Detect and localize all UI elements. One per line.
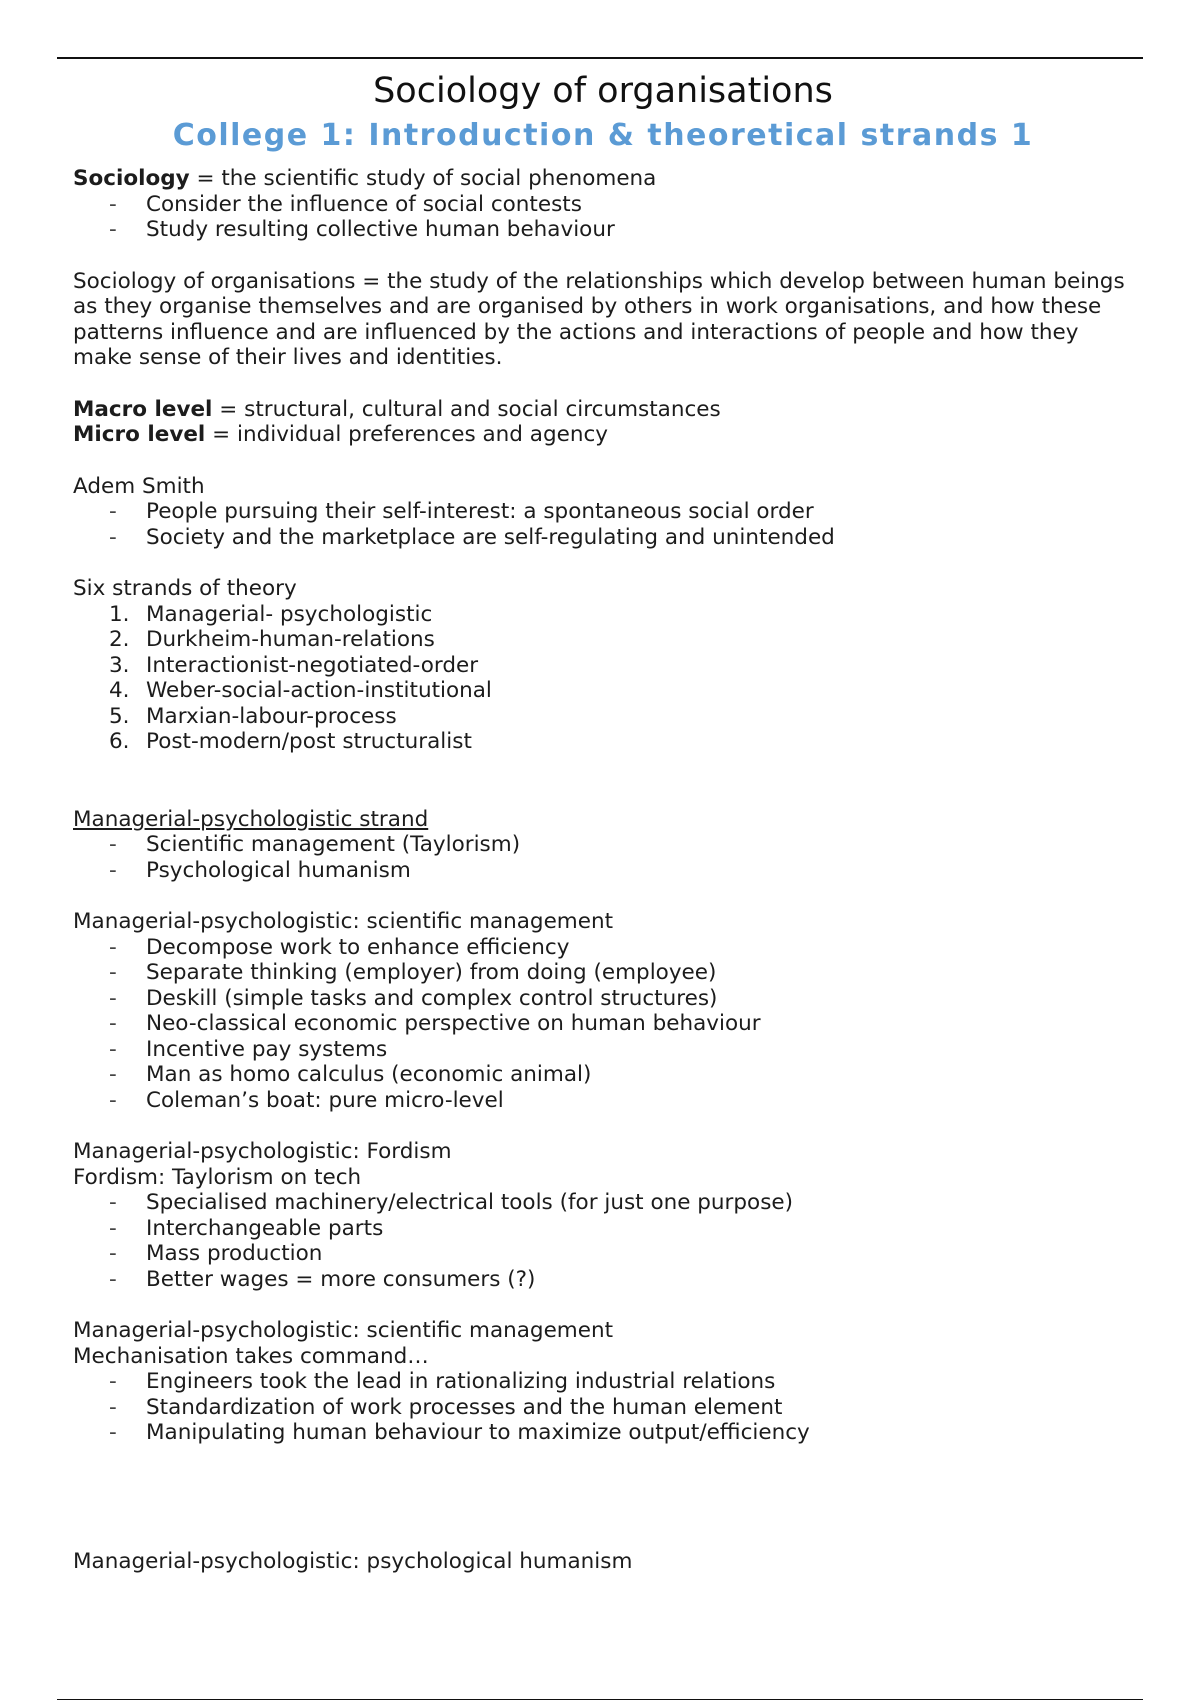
list-item	[73, 1037, 1133, 1063]
document-body	[73, 68, 1133, 1574]
mp-mechanisation-bullet-list	[73, 1369, 1133, 1446]
list-item	[73, 1011, 1133, 1037]
bullet-marker: -	[109, 960, 117, 985]
sociology-of-organisations-paragraph: Sociology of organisations = the study of the relationships which develop between human beings as they organise themselves and are organised by others in work organisations, and how these patterns influence and are influenced by the actions and interactions of people and how they make sense of their lives and identities.	[73, 268, 1125, 370]
number-marker: 6.	[109, 729, 130, 754]
spacer	[73, 550, 1133, 576]
bullet-marker: -	[109, 1062, 117, 1087]
number-marker: 2.	[109, 627, 130, 652]
bullet-marker: -	[109, 1266, 117, 1292]
list-item	[73, 602, 1133, 628]
number-marker: 1.	[109, 601, 130, 627]
number-marker: 5.	[109, 703, 130, 729]
mp-mechanisation-heading: Managerial-psychologistic: scientific management	[73, 1318, 614, 1343]
mp-mechanisation-subheading: Mechanisation takes command…	[73, 1343, 429, 1369]
bullet-marker: -	[109, 1369, 117, 1394]
list-item	[73, 627, 1133, 653]
spacer	[73, 1292, 1133, 1318]
mp-fordism-bullet-list	[73, 1190, 1133, 1292]
mp-fordism-heading: Managerial-psychologistic: Fordism	[73, 1139, 452, 1164]
mp-humanism-heading: Managerial-psychologistic: psychological humanism	[73, 1548, 633, 1574]
list-item-text: Interchangeable parts	[146, 1215, 384, 1241]
macro-definition: = structural, cultural and social circumstances	[212, 396, 721, 422]
list-item-text: Man as homo calculus (economic animal)	[146, 1062, 592, 1087]
list-item	[73, 858, 1133, 884]
list-item-text: Manipulating human behaviour to maximize output/efficiency	[146, 1420, 810, 1445]
list-item-text: Coleman’s boat: pure micro-level	[146, 1087, 504, 1113]
list-item-text: Marxian-labour-process	[146, 703, 397, 729]
adem-smith-heading: Adem Smith	[73, 473, 205, 499]
micro-definition: = individual preferences and agency	[205, 422, 609, 447]
list-item-text: Standardization of work processes and the human element	[146, 1394, 783, 1420]
spacer	[73, 1446, 1133, 1549]
page-title: Sociology of organisations	[373, 71, 833, 111]
list-item-text: Mass production	[146, 1241, 323, 1266]
mp-scientific-bullet-list	[73, 935, 1133, 1114]
list-item-text: Post-modern/post structuralist	[146, 729, 472, 754]
list-item-text: Scientific management (Taylorism)	[146, 832, 521, 857]
sociology-term: Sociology	[73, 166, 190, 191]
list-item-text: Durkheim-human-relations	[146, 627, 435, 652]
bullet-marker: -	[109, 1215, 117, 1241]
number-marker: 4.	[109, 678, 130, 703]
list-item-text: Psychological humanism	[146, 857, 411, 883]
list-item	[73, 1395, 1133, 1421]
list-item	[73, 1190, 1133, 1216]
spacer	[73, 243, 1133, 269]
list-item-text: Specialised machinery/electrical tools (for just one purpose)	[146, 1190, 794, 1215]
list-item	[73, 832, 1133, 858]
list-item-text: People pursuing their self-interest: a spontaneous social order	[146, 499, 814, 524]
bullet-marker: -	[109, 934, 117, 960]
micro-level-line	[73, 422, 1133, 448]
bullet-marker: -	[109, 217, 117, 242]
six-strands-heading: Six strands of theory	[73, 576, 297, 601]
spacer	[73, 371, 1133, 397]
bullet-marker: -	[109, 524, 117, 550]
list-item	[73, 1241, 1133, 1267]
macro-term: Macro level	[73, 396, 213, 422]
bullet-marker: -	[109, 1190, 117, 1215]
sociology-bullet-list	[73, 192, 1133, 243]
bullet-marker: -	[109, 499, 117, 524]
top-rule	[57, 57, 1143, 59]
adem-smith-bullet-list	[73, 499, 1133, 550]
list-item-text: Interactionist-negotiated-order	[146, 652, 479, 678]
list-item-text: Study resulting collective human behaviour	[146, 217, 615, 242]
list-item-text: Deskill (simple tasks and complex control structures)	[146, 985, 718, 1011]
bullet-marker: -	[109, 1420, 117, 1445]
list-item-text: Society and the marketplace are self-regulating and unintended	[146, 524, 835, 550]
list-item	[73, 678, 1133, 704]
list-item	[73, 192, 1133, 218]
page-subtitle: College 1: Introduction & theoretical strands 1	[172, 118, 1034, 153]
list-item	[73, 1088, 1133, 1114]
bullet-marker: -	[109, 857, 117, 883]
bullet-marker: -	[109, 1011, 117, 1036]
mp-strand-heading: Managerial-psychologistic strand	[73, 806, 429, 832]
list-item	[73, 729, 1133, 755]
list-item-text: Incentive pay systems	[146, 1036, 388, 1062]
list-item	[73, 1267, 1133, 1293]
bullet-marker: -	[109, 191, 117, 217]
list-item	[73, 960, 1133, 986]
sociology-definition-text: = the scientific study of social phenomena	[189, 166, 657, 191]
spacer	[73, 448, 1133, 474]
list-item-text: Decompose work to enhance efficiency	[146, 934, 570, 960]
list-item	[73, 704, 1133, 730]
list-item	[73, 1369, 1133, 1395]
list-item-text: Consider the influence of social contests	[146, 191, 582, 217]
number-marker: 3.	[109, 652, 130, 678]
bullet-marker: -	[109, 985, 117, 1011]
mp-strand-bullet-list	[73, 832, 1133, 883]
micro-term: Micro level	[73, 422, 206, 447]
list-item-text: Separate thinking (employer) from doing (employee)	[146, 960, 717, 985]
spacer	[73, 755, 1133, 807]
six-strands-numbered-list	[73, 602, 1133, 755]
macro-level-line	[73, 397, 1133, 423]
bullet-marker: -	[109, 1036, 117, 1062]
list-item-text: Engineers took the lead in rationalizing industrial relations	[146, 1369, 776, 1394]
spacer	[73, 883, 1133, 909]
list-item-text: Better wages = more consumers (?)	[146, 1266, 536, 1292]
list-item	[73, 525, 1133, 551]
bullet-marker: -	[109, 1394, 117, 1420]
list-item-text: Managerial- psychologistic	[146, 601, 433, 627]
list-item	[73, 1420, 1133, 1446]
bullet-marker: -	[109, 1087, 117, 1113]
list-item-text: Neo-classical economic perspective on human behaviour	[146, 1011, 761, 1036]
list-item	[73, 653, 1133, 679]
list-item	[73, 986, 1133, 1012]
list-item-text: Weber-social-action-institutional	[146, 678, 492, 703]
sociology-definition	[73, 166, 1133, 192]
bullet-marker: -	[109, 832, 117, 857]
list-item	[73, 1062, 1133, 1088]
mp-fordism-subheading: Fordism: Taylorism on tech	[73, 1164, 362, 1190]
list-item	[73, 499, 1133, 525]
list-item	[73, 1216, 1133, 1242]
list-item	[73, 217, 1133, 243]
mp-scientific-heading: Managerial-psychologistic: scientific management	[73, 909, 614, 934]
list-item	[73, 935, 1133, 961]
bullet-marker: -	[109, 1241, 117, 1266]
spacer	[73, 1113, 1133, 1139]
